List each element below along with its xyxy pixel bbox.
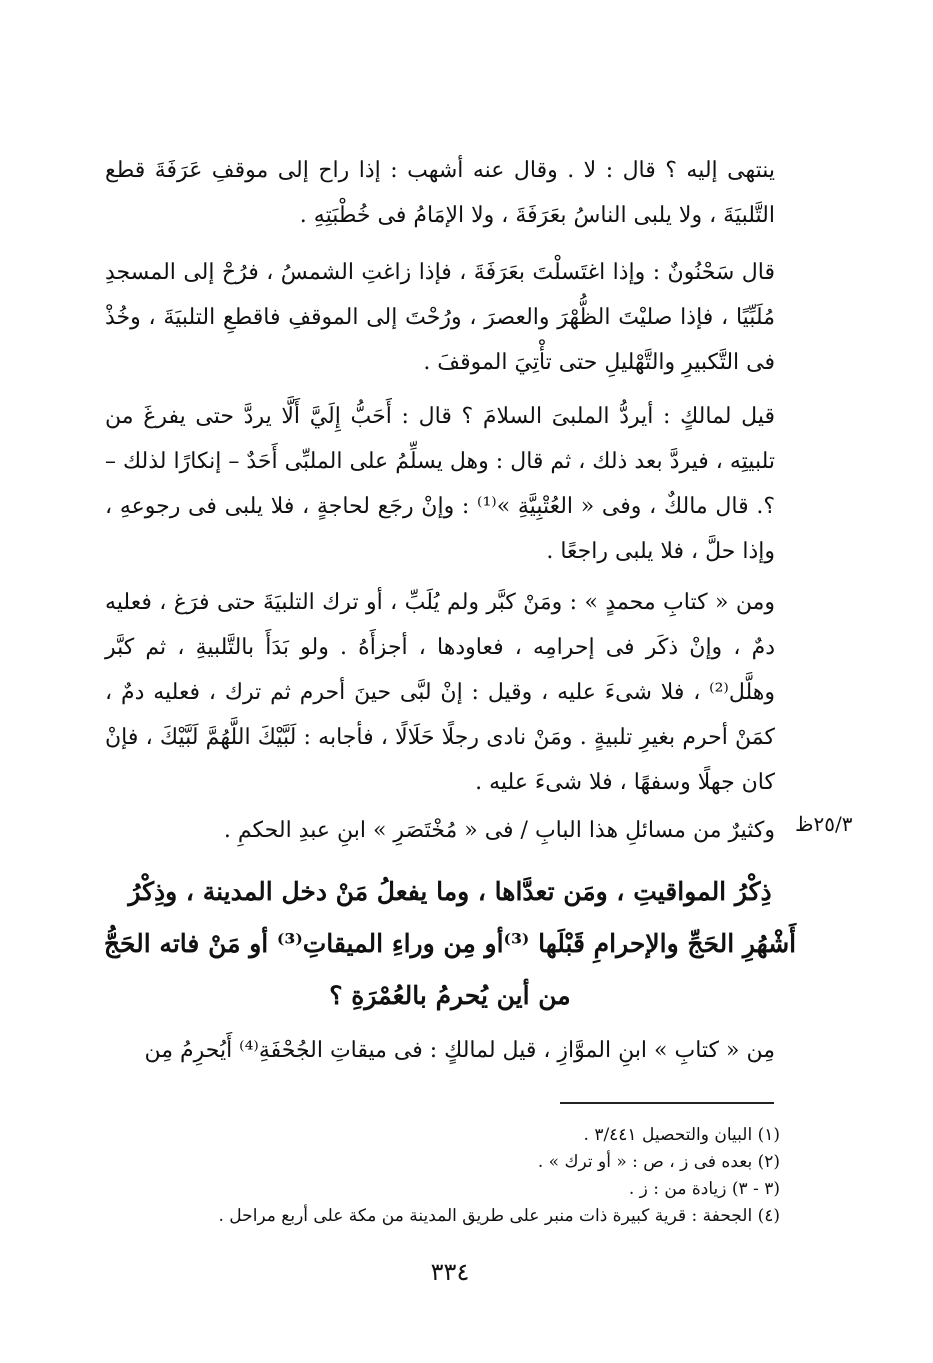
- body-paragraph-6: مِن « كتابِ » ابنِ الموَّازِ ، قيل لمالكٍ : فى ميقاتِ الجُحْفَةِ⁽⁴⁾ أَيُحرِمُ مِن: [144, 1038, 775, 1063]
- body-paragraph-4: ومن « كتابِ محمدٍ » : ومَنْ كبَّر ولم يُلَبِّ ، أو ترك التلبيَةَ حتى فرَغ ، فعليه دمٌ ، وإنْ ذكَر فى إحرامِه ، فعاودها ، أجزأَهُ . ولو بَدَأَ بالتَّلبيةِ ، ثم كبَّر وهلَّل⁽²⁾ ، فلا شىءَ عليه ، وقيل : إنْ لبَّى حينَ أحرم ثم ترك ، فعليه دمٌ ، كمَنْ أحرم بغيرِ تلبيةٍ . ومَنْ نادى رجلًا حَلَالًا ، فأجابه : لَبَّيْكَ اللَّهُمَّ لَبَّيْكَ ، فإنْ كان جهلًا وسفهًا ، فلا شىءَ عليه .: [105, 590, 775, 795]
- footnote-3: (٣ - ٣) زيادة من : ز .: [628, 1179, 780, 1199]
- body-paragraph-3: قيل لمالكٍ : أيردُّ الملبىَ السلامَ ؟ قال : أَحَبُّ إِلَيَّ أَلَّا يردَّ حتى يفرغَ من تلبيتِه ، فيردَّ بعد ذلك ، ثم قال : وهل يسلِّمُ على الملبِّى أَحَدٌ – إنكارًا لذلك – ؟. قال مالكٌ ، وفى « العُتْبِيَّةِ »⁽¹⁾ : وإنْ رجَع لحاجةٍ ، فلا يلبى فى رجوعهِ ، وإذا حلَّ ، فلا يلبى راجعًا .: [105, 404, 775, 564]
- footnote-1: (١) البيان والتحصيل ٣/٤٤١ .: [583, 1125, 780, 1145]
- footnote-2: (٢) بعده فى ز ، ص : « أو ترك » .: [537, 1152, 780, 1172]
- footnotes: [120, 1122, 780, 1230]
- footnote-divider: [560, 1102, 774, 1104]
- body-paragraph-5: وكثيرٌ من مسائلِ هذا البابِ / فى « مُخْتَصَرِ » ابنِ عبدِ الحكمِ .: [223, 818, 775, 843]
- body-paragraph-2: قال سَحْنُونٌ : وإذا اغتَسلْتَ بعَرَفَةَ ، فإذا زاغتِ الشمسُ ، فرُحْ إلى المسجدِ مُلَبِّيًا ، فإذا صليْتَ الظُّهْرَ والعصرَ ، ورُحْتَ إلى الموقفِ فاقطعِ التلبيَةَ ، وخُذْ فى التَّكبيرِ والتَّهْليلِ حتى تأْتِيَ الموقفَ .: [105, 260, 775, 375]
- page-number: ٣٣٤: [430, 1258, 470, 1286]
- margin-folio-note: ٢٥/٣ظ: [795, 812, 853, 836]
- footnote-4: (٤) الجحفة : قرية كبيرة ذات منبر على طريق المدينة من مكة على أربع مراحل .: [218, 1206, 780, 1226]
- chapter-heading: ذِكْرُ المواقيتِ ، ومَن تعدَّاها ، وما يفعلُ مَنْ دخل المدينة ، وذِكْرُ أَشْهُرِ الحَجِّ والإحرامِ قَبْلَها ⁽³⁾أو مِن وراءِ الميقاتِ⁽³⁾ أو مَنْ فاته الحَجُّ من أين يُحرمُ بالعُمْرَةِ ؟: [103, 877, 797, 1010]
- body-paragraph-1: ينتهى إليه ؟ قال : لا . وقال عنه أشهب : إذا راح إلى موقفِ عَرَفَةَ قطع التَّلبيَةَ ، ولا يلبى الناسُ بعَرَفَةَ ، ولا الإمَامُ فى خُطْبَتِهِ .: [105, 158, 775, 228]
